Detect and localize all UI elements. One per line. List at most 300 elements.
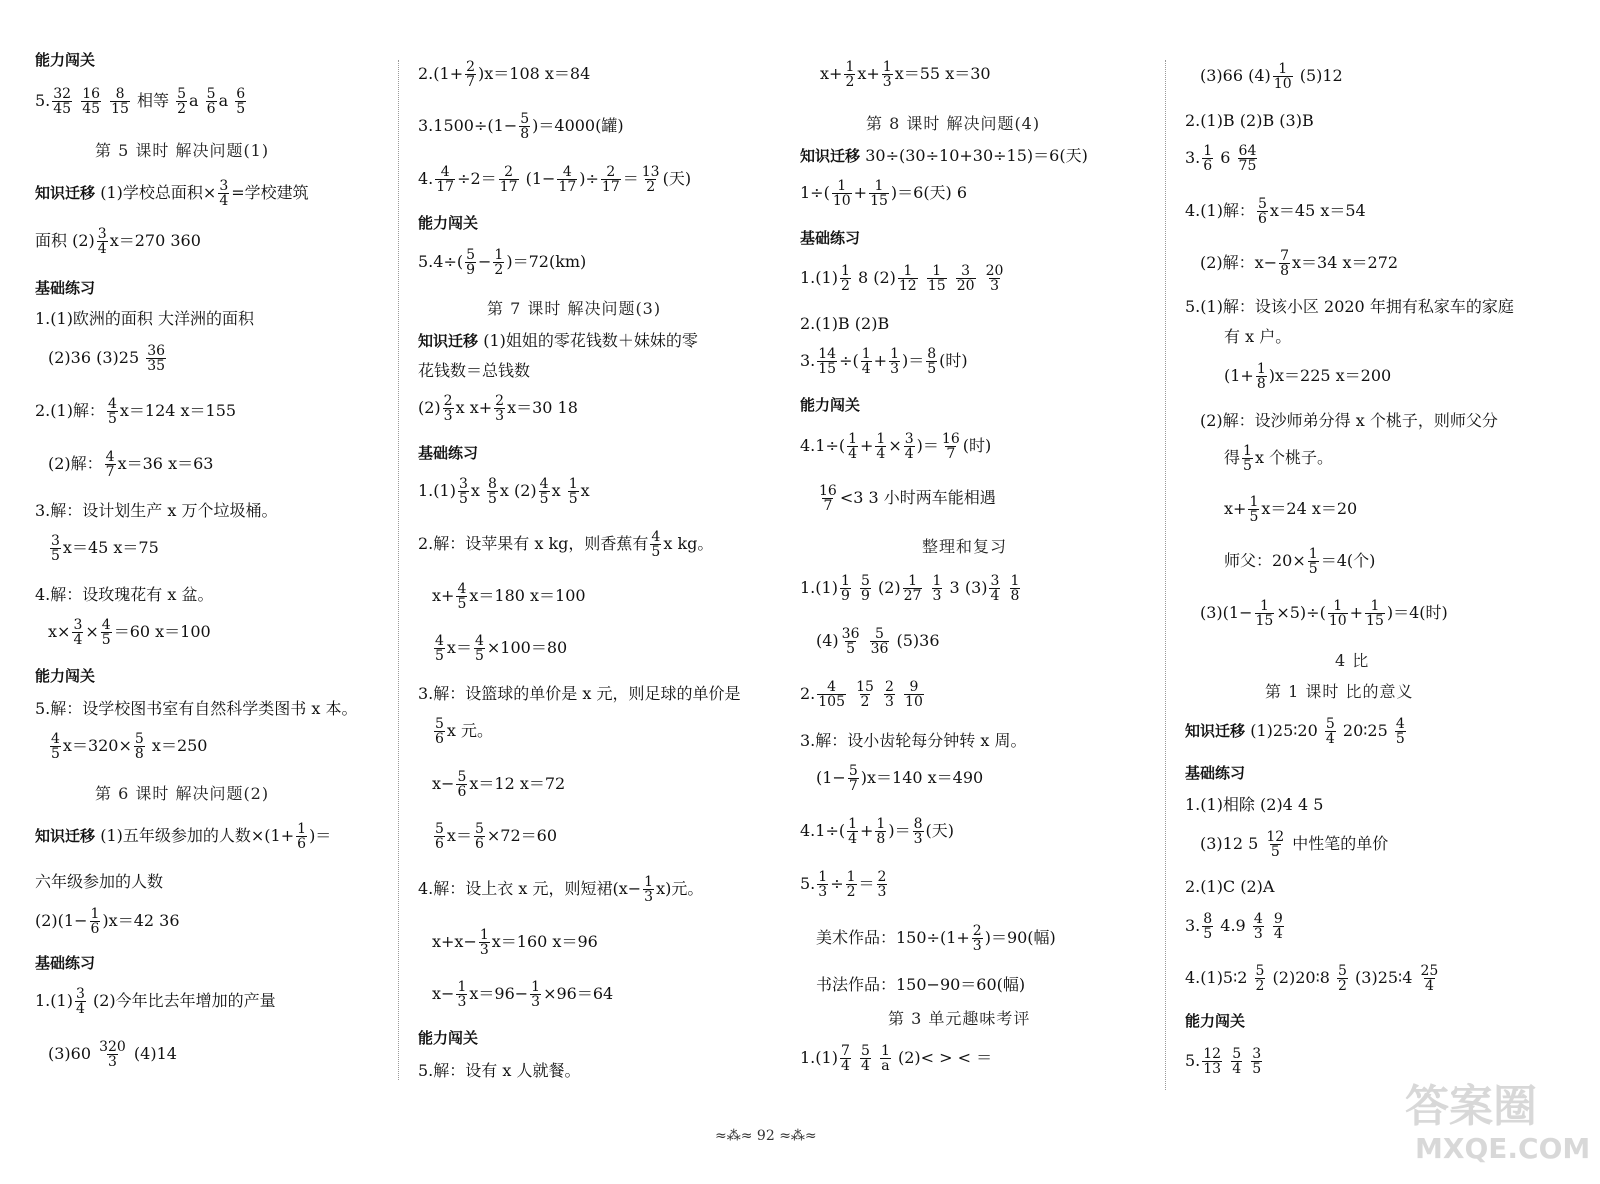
fraction <box>904 680 924 709</box>
answer-line <box>418 686 740 702</box>
fraction <box>539 477 550 506</box>
fraction <box>1231 1047 1242 1076</box>
fraction <box>456 980 467 1009</box>
denominator: 12 <box>898 278 917 294</box>
denominator: 9 <box>840 588 850 604</box>
denominator: 5 <box>1252 1061 1262 1077</box>
section-heading <box>418 446 478 461</box>
section-heading <box>418 216 478 231</box>
text-run: (2)20∶8 <box>1267 968 1336 987</box>
text-run: x)元。 <box>656 879 704 898</box>
denominator: 8 <box>876 831 886 847</box>
section-heading <box>35 669 95 684</box>
fraction <box>519 112 530 141</box>
denominator: 8 <box>134 746 144 762</box>
answer-line <box>816 924 1056 953</box>
fraction <box>235 87 246 116</box>
denominator: 10 <box>832 193 851 209</box>
fraction <box>898 264 918 293</box>
fraction <box>817 870 828 899</box>
numerator: 1 <box>457 979 467 995</box>
fraction <box>643 875 654 904</box>
text-run: (3)(1− <box>1200 603 1253 622</box>
text-run: x (2) <box>499 481 537 500</box>
text-run: 1÷( <box>800 183 830 202</box>
text-run <box>853 1048 858 1067</box>
answer-line <box>418 363 530 379</box>
denominator: 6 <box>1203 158 1213 174</box>
numerator: 3 <box>990 573 1000 589</box>
denominator: 15 <box>818 361 837 377</box>
answer-line <box>418 477 590 506</box>
text-run: (2)(1− <box>35 911 88 930</box>
fraction <box>985 264 1005 293</box>
text-run: + <box>860 436 874 455</box>
watermark-logo <box>1405 1070 1591 1170</box>
denominator: 10 <box>905 694 923 710</box>
text-run: 4. <box>418 169 434 188</box>
text-run: 4.1÷( <box>800 436 846 455</box>
denominator: 2 <box>846 884 856 900</box>
numerator: 5 <box>1232 1046 1242 1062</box>
fraction <box>218 179 229 208</box>
lesson-title <box>866 116 1040 132</box>
text-run: (3)60 <box>48 1044 97 1063</box>
answer-line <box>800 179 967 208</box>
numerator: 2 <box>443 393 453 409</box>
numerator: 1 <box>644 874 654 890</box>
denominator: 75 <box>1238 158 1257 174</box>
fraction <box>1202 912 1213 941</box>
denominator: 45 <box>82 101 101 117</box>
numerator: 2 <box>877 869 887 885</box>
answer-line <box>432 634 567 663</box>
numerator: 1 <box>1370 598 1380 614</box>
fraction <box>877 870 888 899</box>
text-run <box>924 578 929 597</box>
fraction <box>1238 144 1258 173</box>
denominator: 6 <box>1257 211 1267 227</box>
text-run: x+ <box>820 64 843 83</box>
numerator: 3 <box>219 178 229 194</box>
denominator: 2 <box>494 262 504 278</box>
denominator: 4 <box>1273 926 1283 942</box>
text-run: ＝ <box>622 169 639 188</box>
text-run: x+ <box>1224 499 1247 518</box>
fraction <box>499 165 519 194</box>
fraction <box>840 264 851 293</box>
denominator: 5 <box>927 361 937 377</box>
answer-line <box>800 432 991 461</box>
numerator: 5 <box>435 716 444 732</box>
section-heading <box>1185 1014 1245 1029</box>
fraction <box>493 248 504 277</box>
answer-line <box>35 503 277 519</box>
fraction <box>479 928 490 957</box>
answer-line <box>1185 964 1441 993</box>
fraction <box>90 907 101 936</box>
text-run: x＝ <box>446 826 472 845</box>
answer-line <box>816 627 940 656</box>
text-run: (3)12 5 <box>1200 834 1264 853</box>
text-run: x＝55 x＝30 <box>894 64 991 83</box>
denominator: 5 <box>1243 458 1252 474</box>
text-run: 2.(1)B (2)B <box>800 314 890 333</box>
fraction <box>932 574 943 603</box>
answer-line <box>1185 197 1366 226</box>
answer-line <box>1224 329 1291 345</box>
text-run: 5.解：设学校图书室有自然科学类图书 x 本。 <box>35 699 358 718</box>
denominator: 4 <box>860 1058 870 1074</box>
text-run: x <box>470 481 485 500</box>
numerator: 1 <box>848 431 858 447</box>
fraction <box>1273 912 1284 941</box>
fraction <box>1248 495 1259 524</box>
text-run: − <box>478 252 492 271</box>
fraction <box>847 817 858 846</box>
text-run <box>74 91 79 110</box>
numerator: 1 <box>1243 443 1252 459</box>
denominator: 2 <box>646 179 656 195</box>
denominator: 5 <box>539 491 549 507</box>
numerator: 1 <box>1259 598 1269 614</box>
text-run: )x＝225 x＝200 <box>1268 366 1392 385</box>
answer-line <box>1200 830 1388 859</box>
answer-line <box>1224 444 1333 473</box>
text-run <box>1224 1051 1229 1070</box>
answer-line <box>1185 1047 1264 1076</box>
denominator: 6 <box>90 921 100 937</box>
fraction <box>1257 197 1268 226</box>
numerator: 2 <box>495 393 505 409</box>
text-run: =学校建筑 <box>231 183 309 202</box>
fraction <box>1255 599 1275 628</box>
text-run <box>853 578 858 597</box>
text-run: ×100＝80 <box>486 638 568 657</box>
denominator: 3 <box>932 588 942 604</box>
text-run: 5. <box>800 874 816 893</box>
denominator: 9 <box>466 262 476 278</box>
fraction <box>1273 62 1293 91</box>
answer-line <box>432 582 586 611</box>
denominator: 45 <box>53 101 72 117</box>
denominator: 8 <box>1010 588 1020 604</box>
numerator: 5 <box>206 86 216 102</box>
denominator: 15 <box>870 193 888 209</box>
answer-line <box>35 701 357 717</box>
fraction <box>443 394 454 423</box>
answer-line <box>1185 113 1314 129</box>
denominator: 17 <box>436 179 455 195</box>
numerator: 3 <box>961 263 971 279</box>
fraction <box>848 764 859 793</box>
numerator: 8 <box>927 346 937 362</box>
denominator: 5 <box>568 491 578 507</box>
text-run: ÷ <box>830 874 844 893</box>
answer-line <box>800 316 889 332</box>
answer-line <box>432 717 493 746</box>
text-run: 花钱数＝总钱数 <box>418 361 531 380</box>
denominator: 4 <box>861 361 871 377</box>
text-run: 有 x 户。 <box>1224 327 1292 346</box>
text-run: x× <box>48 622 71 641</box>
text-run: x＝250 <box>146 736 208 755</box>
answer-line <box>1185 144 1259 173</box>
answer-line <box>35 822 331 851</box>
text-run: 得 <box>1224 448 1241 467</box>
numerator: 2 <box>466 59 476 75</box>
answer-line <box>432 770 565 799</box>
denominator: 8 <box>520 126 530 142</box>
denominator: 4 <box>848 446 858 462</box>
text-run: x＝160 x＝96 <box>491 932 598 951</box>
fraction <box>105 450 116 479</box>
fraction <box>941 432 961 461</box>
numerator: 2 <box>606 164 616 180</box>
text-run: <3 3 小时两车能相遇 <box>839 488 996 507</box>
fraction <box>465 60 476 89</box>
numerator: 3 <box>458 476 468 492</box>
denominator: 3 <box>108 1054 117 1070</box>
denominator: 2 <box>1255 978 1265 994</box>
answer-line <box>418 530 713 559</box>
denominator: 3 <box>818 884 828 900</box>
numerator: 4 <box>827 679 837 695</box>
text-run: (1− <box>816 768 846 787</box>
numerator: 36 <box>841 626 860 642</box>
denominator: 5 <box>107 411 117 427</box>
answer-line <box>418 333 698 349</box>
text-run: 3.解：设计划生产 x 万个垃圾桶。 <box>35 501 278 520</box>
fraction <box>456 582 467 611</box>
denominator: 5 <box>457 596 467 612</box>
text-run: (2)36 (3)25 <box>48 348 145 367</box>
text-run: 能力闯关 <box>800 396 861 414</box>
denominator: 3 <box>457 994 467 1010</box>
numerator: 12 <box>1203 1046 1222 1062</box>
numerator: 15 <box>856 679 874 695</box>
answer-line <box>1200 599 1448 628</box>
text-run: x＝270 360 <box>109 231 201 250</box>
text-run: 能力闯关 <box>418 1029 479 1047</box>
numerator: 4 <box>51 731 60 747</box>
text-run: a <box>189 91 204 110</box>
denominator: 3 <box>913 831 923 847</box>
fraction <box>870 627 890 656</box>
numerator: 1 <box>932 573 942 589</box>
text-run: 1.(1)欧洲的面积 大洋洲的面积 <box>35 309 255 328</box>
numerator: 3 <box>904 431 914 447</box>
answer-line <box>48 344 168 373</box>
text-run: + <box>860 821 874 840</box>
denominator: 5 <box>458 491 468 507</box>
text-run: (4) <box>816 631 839 650</box>
text-run: )÷ <box>579 169 599 188</box>
text-run: x＝45 x＝75 <box>62 538 159 557</box>
text-run: )x＝108 x＝84 <box>478 64 591 83</box>
fraction <box>875 432 886 461</box>
fraction <box>913 817 924 846</box>
text-run: (5)36 <box>891 631 940 650</box>
text-run: x kg。 <box>663 534 714 553</box>
fraction <box>1325 717 1336 746</box>
text-run: ×5)÷( <box>1276 603 1326 622</box>
label-tag: 知识迁移 <box>800 147 866 165</box>
numerator: 5 <box>860 1043 870 1059</box>
text-run: ×72＝60 <box>486 826 558 845</box>
fraction <box>494 394 505 423</box>
numerator: 1 <box>845 59 855 75</box>
numerator: 4 <box>1253 911 1263 927</box>
section-heading <box>35 956 95 971</box>
text-run: (时) <box>962 436 992 455</box>
fraction <box>927 264 947 293</box>
fraction <box>903 574 923 603</box>
denominator: 9 <box>860 588 870 604</box>
answer-line <box>820 60 991 89</box>
numerator: 5 <box>875 626 884 642</box>
fraction <box>1365 599 1385 628</box>
numerator: 4 <box>435 633 444 649</box>
numerator: 1 <box>837 178 847 194</box>
answer-line <box>816 764 983 793</box>
answer-line <box>800 733 1026 749</box>
denominator: 6 <box>435 731 444 747</box>
numerator: 1 <box>1203 143 1213 159</box>
numerator: 13 <box>641 164 660 180</box>
text-run: 2.(1)解： <box>35 401 105 420</box>
numerator: 1 <box>882 59 892 75</box>
fraction <box>52 87 72 116</box>
text-run <box>920 268 925 287</box>
text-run: 1.(1) <box>418 481 456 500</box>
page-number-text: 92 <box>756 1128 775 1144</box>
fraction <box>50 732 61 761</box>
answer-line <box>35 87 248 116</box>
text-run: 5.(1)解：设该小区 2020 年拥有私家车的家庭 <box>1185 297 1514 316</box>
section-heading <box>800 231 860 246</box>
fraction <box>474 822 485 851</box>
watermark-bottom: MXQE.COM <box>1415 1132 1591 1165</box>
text-run: x＝ <box>446 638 472 657</box>
text-run: 2.(1)B (2)B (3)B <box>1185 111 1314 130</box>
numerator: 5 <box>457 769 467 785</box>
answer-line <box>418 875 703 904</box>
numerator: 16 <box>82 86 101 102</box>
numerator: 3 <box>1252 1046 1262 1062</box>
denominator: 4 <box>73 632 83 648</box>
text-run: x＝180 x＝100 <box>469 586 586 605</box>
answer-line <box>1185 912 1286 941</box>
numerator: 1 <box>880 1043 890 1059</box>
denominator: 4 <box>990 588 1000 604</box>
answer-line <box>418 248 586 277</box>
fraction <box>926 347 937 376</box>
text-run: )x＝140 x＝490 <box>860 768 984 787</box>
text-run: 基础练习 <box>1185 764 1246 782</box>
text-run: 第 1 课时 比的意义 <box>1265 682 1414 701</box>
text-run: )＝6(天) 6 <box>890 183 968 202</box>
watermark-top: 答案圈 <box>1405 1081 1537 1132</box>
numerator: 5 <box>474 821 484 837</box>
text-run: 4.解：设上衣 x 元，则短裙(x− <box>418 879 642 898</box>
text-run <box>877 684 882 703</box>
denominator: a <box>881 1058 890 1074</box>
text-run: 面积 (2) <box>35 231 95 250</box>
denominator: 2 <box>860 694 870 710</box>
text-run: + <box>1349 603 1364 622</box>
text-run: 第 7 课时 解决问题(3) <box>487 299 662 318</box>
denominator: 4 <box>75 1001 85 1017</box>
column-divider <box>1165 60 1166 1090</box>
text-run: + <box>873 351 888 370</box>
numerator: 2 <box>504 164 514 180</box>
denominator: 8 <box>1256 376 1266 392</box>
numerator: 7 <box>840 1043 850 1059</box>
denominator: 13 <box>1203 1061 1222 1077</box>
fraction <box>110 87 130 116</box>
denominator: 5 <box>487 491 497 507</box>
text-run: 4.1÷( <box>800 821 846 840</box>
denominator: 5 <box>101 632 111 648</box>
fraction <box>1265 830 1285 859</box>
answer-line <box>48 1040 177 1069</box>
numerator: 8 <box>115 86 125 102</box>
answer-line <box>35 907 180 936</box>
fraction <box>50 534 61 563</box>
numerator: 1 <box>874 178 884 194</box>
text-run: x− <box>432 984 455 1003</box>
numerator: 9 <box>1273 911 1283 927</box>
denominator: 27 <box>903 588 922 604</box>
numerator: 1 <box>1333 598 1343 614</box>
answer-line <box>48 618 211 647</box>
denominator: 6 <box>297 836 307 852</box>
fraction <box>465 248 476 277</box>
numerator: 8 <box>487 476 497 492</box>
text-run: x 个桃子。 <box>1254 448 1334 467</box>
fraction <box>1337 964 1348 993</box>
numerator: 5 <box>134 731 144 747</box>
numerator: 1 <box>1256 361 1266 377</box>
answer-line <box>35 311 254 327</box>
denominator: 15 <box>1366 613 1384 629</box>
numerator: 5 <box>1257 196 1267 212</box>
numerator: 1 <box>932 263 942 279</box>
denominator: 17 <box>601 179 620 195</box>
text-run: (2)解：x− <box>1200 253 1278 272</box>
section-heading <box>35 53 95 68</box>
answer-line <box>800 1044 992 1073</box>
denominator: 5 <box>474 648 484 664</box>
lesson-title <box>1265 684 1413 700</box>
lesson-title <box>922 539 1007 555</box>
fraction <box>458 477 469 506</box>
answer-line <box>1224 547 1375 576</box>
denominator: 7 <box>946 446 956 462</box>
fraction <box>1328 599 1348 628</box>
answer-line <box>35 987 276 1016</box>
fraction <box>1419 964 1439 993</box>
fraction <box>1279 249 1290 278</box>
numerator: 4 <box>539 476 549 492</box>
text-run: (1− <box>520 169 556 188</box>
text-run: 师父：20× <box>1224 551 1306 570</box>
text-run: 书法作品：150−90＝60(幅) <box>816 975 1026 994</box>
denominator: 36 <box>870 641 889 657</box>
answer-line <box>1185 879 1274 895</box>
fraction <box>568 477 579 506</box>
